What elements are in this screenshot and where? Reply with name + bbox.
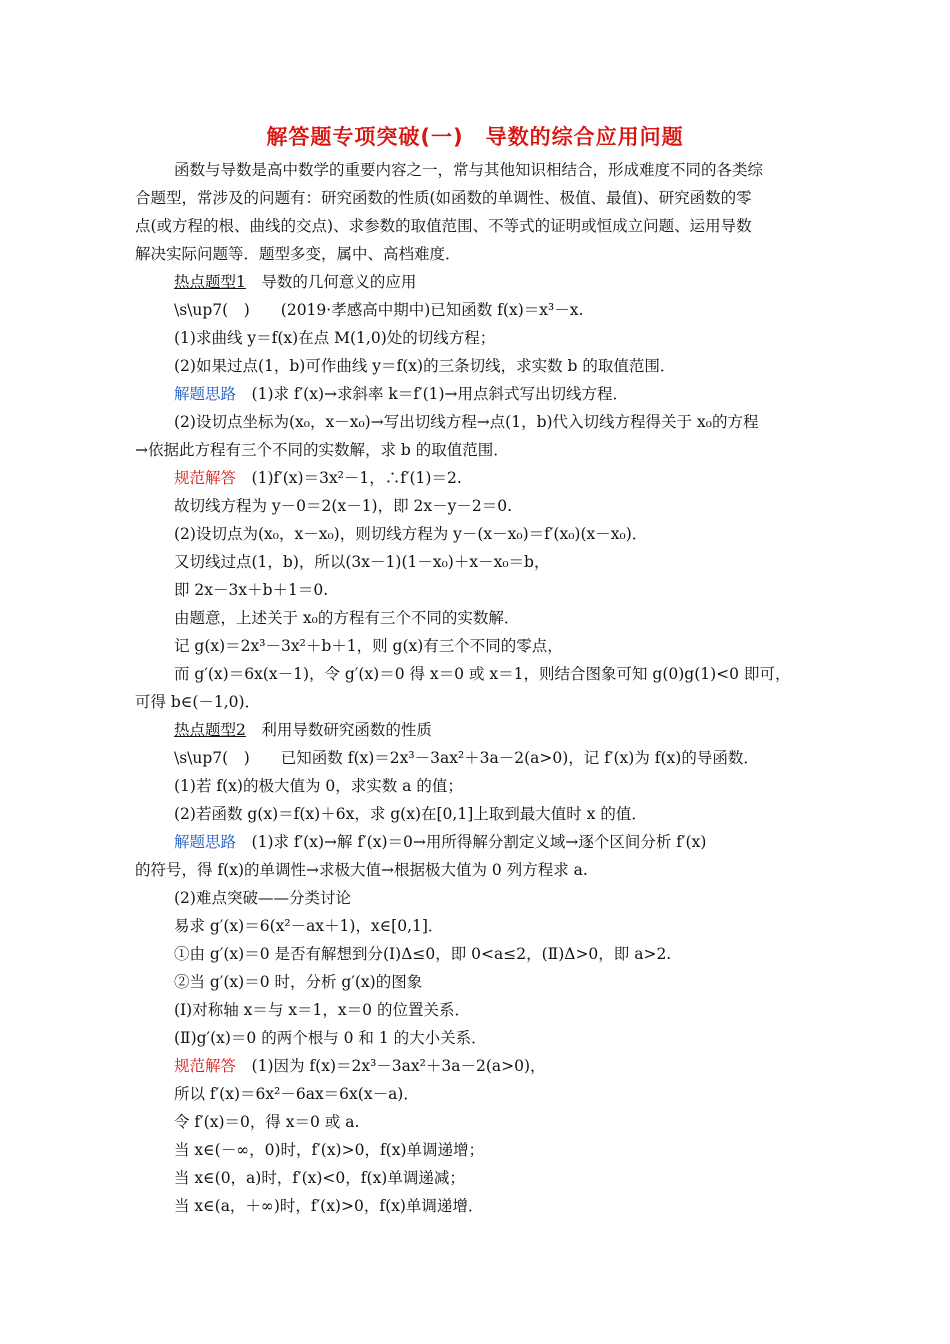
idea-label: 解题思路 xyxy=(174,385,237,403)
solution-line: (2)设切点为(x₀，x－x₀)，则切线方程为 y－(x－x₀)＝f′(x₀)(x－x₀)． xyxy=(174,525,648,543)
solution-text: (1)因为 f(x)＝2x³－3ax²＋3a－2(a>0)， xyxy=(251,1057,546,1075)
solution-line: 即 2x－3x＋b＋1＝0. xyxy=(174,581,329,599)
problem-text: 已知函数 f(x)＝2x³－3ax²＋3a－2(a>0)，记 f′(x)为 f(x)的导函数． xyxy=(280,749,759,767)
solution-line: 又切线过点(1，b)，所以(3x－1)(1－x₀)＋x－x₀＝b， xyxy=(174,553,550,571)
solution-line: 而 g′(x)＝6x(x－1)，令 g′(x)＝0 得 x＝0 或 x＝1，则结合图象可知 g(0)g(1)<0 即可， xyxy=(174,665,791,683)
intro-line: 合题型，常涉及的问题有：研究函数的性质(如函数的单调性、极值、最值)、研究函数的零 xyxy=(135,189,752,207)
problem-text: (2019·孝感高中期中)已知函数 f(x)＝x³－x. xyxy=(280,301,584,319)
idea-line: (Ⅱ)g′(x)＝0 的两个根与 0 和 1 的大小关系． xyxy=(174,1029,487,1047)
solution-line: 所以 f′(x)＝6x²－6ax＝6x(x－a)． xyxy=(174,1085,419,1103)
solution-line: 可得 b∈(－1,0)． xyxy=(135,693,261,711)
idea-line: ①由 g′(x)＝0 是否有解想到分(Ⅰ)Δ≤0，即 0<a≤2，(Ⅱ)Δ>0，即 a>2. xyxy=(174,945,672,963)
question-1: (1)求曲线 y＝f(x)在点 M(1,0)处的切线方程； xyxy=(174,329,496,347)
solution-line: 记 g(x)＝2x³－3x²＋b＋1，则 g(x)有三个不同的零点， xyxy=(174,637,563,655)
idea-line: (2)难点突破——分类讨论 xyxy=(174,889,351,907)
intro-line: 点(或方程的根、曲线的交点)、求参数的取值范围、不等式的证明或恒成立问题、运用导数 xyxy=(135,217,752,235)
section-title: 利用导数研究函数的性质 xyxy=(261,721,432,739)
section-label: 热点题型1 xyxy=(174,273,246,291)
section-title: 导数的几何意义的应用 xyxy=(261,273,417,291)
solution-label: 规范解答 xyxy=(174,469,237,487)
idea-line: 的符号，得 f(x)的单调性→求极大值→根据极大值为 0 列方程求 a. xyxy=(135,861,588,879)
solution-line: 故切线方程为 y－0＝2(x－1)，即 2x－y－2＝0. xyxy=(174,497,513,515)
page-title: 解答题专项突破(一) 导数的综合应用问题 xyxy=(266,125,684,149)
solution-line: 当 x∈(－∞，0)时，f′(x)>0，f(x)单调递增； xyxy=(174,1141,485,1159)
section-label: 热点题型2 xyxy=(174,721,246,739)
problem-statement xyxy=(174,746,759,768)
section-heading xyxy=(174,270,416,292)
idea-line: 易求 g′(x)＝6(x²－ax＋1)，x∈[0,1]． xyxy=(174,917,444,935)
intro-line: 函数与导数是高中数学的重要内容之一，常与其他知识相结合，形成难度不同的各类综 xyxy=(174,161,764,179)
problem-marker: \s\up7( ) xyxy=(174,301,250,319)
solution-idea xyxy=(174,382,628,404)
question-2: (2)如果过点(1，b)可作曲线 y＝f(x)的三条切线，求实数 b 的取值范围． xyxy=(174,357,676,375)
solution-idea xyxy=(174,830,706,852)
idea-line: ②当 g′(x)＝0 时，分析 g′(x)的图象 xyxy=(174,973,423,991)
solution-line: 当 x∈(a，＋∞)时，f′(x)>0，f(x)单调递增． xyxy=(174,1197,484,1215)
idea-text: (1)求 f′(x)→解 f′(x)＝0→用所得解分割定义域→逐个区间分析 f′(x) xyxy=(251,833,707,851)
question-2: (2)若函数 g(x)＝f(x)＋6x，求 g(x)在[0,1]上取到最大值时 x 的值． xyxy=(174,805,647,823)
idea-line: (2)设切点坐标为(x₀，x－x₀)→写出切线方程→点(1，b)代入切线方程得关于 x₀的方程 xyxy=(174,413,759,431)
standard-solution xyxy=(174,466,462,488)
solution-line: 由题意，上述关于 x₀的方程有三个不同的实数解． xyxy=(174,609,520,627)
idea-line: →依据此方程有三个不同的实数解，求 b 的取值范围． xyxy=(135,441,509,459)
problem-marker: \s\up7( ) xyxy=(174,749,250,767)
problem-statement xyxy=(174,298,583,320)
solution-label: 规范解答 xyxy=(174,1057,237,1075)
solution-text: (1)f′(x)＝3x²－1，∴f′(1)＝2. xyxy=(251,469,462,487)
idea-line: (Ⅰ)对称轴 x＝与 x＝1，x＝0 的位置关系． xyxy=(174,1001,470,1019)
solution-line: 当 x∈(0，a)时，f′(x)<0，f(x)单调递减； xyxy=(174,1169,465,1187)
standard-solution xyxy=(174,1054,546,1076)
question-1: (1)若 f(x)的极大值为 0，求实数 a 的值； xyxy=(174,777,463,795)
idea-label: 解题思路 xyxy=(174,833,237,851)
solution-line: 令 f′(x)＝0，得 x＝0 或 a. xyxy=(174,1113,360,1131)
section-heading xyxy=(174,718,432,740)
idea-text: (1)求 f′(x)→求斜率 k＝f′(1)→用点斜式写出切线方程． xyxy=(251,385,629,403)
intro-line: 解决实际问题等．题型多变，属中、高档难度． xyxy=(135,245,461,263)
